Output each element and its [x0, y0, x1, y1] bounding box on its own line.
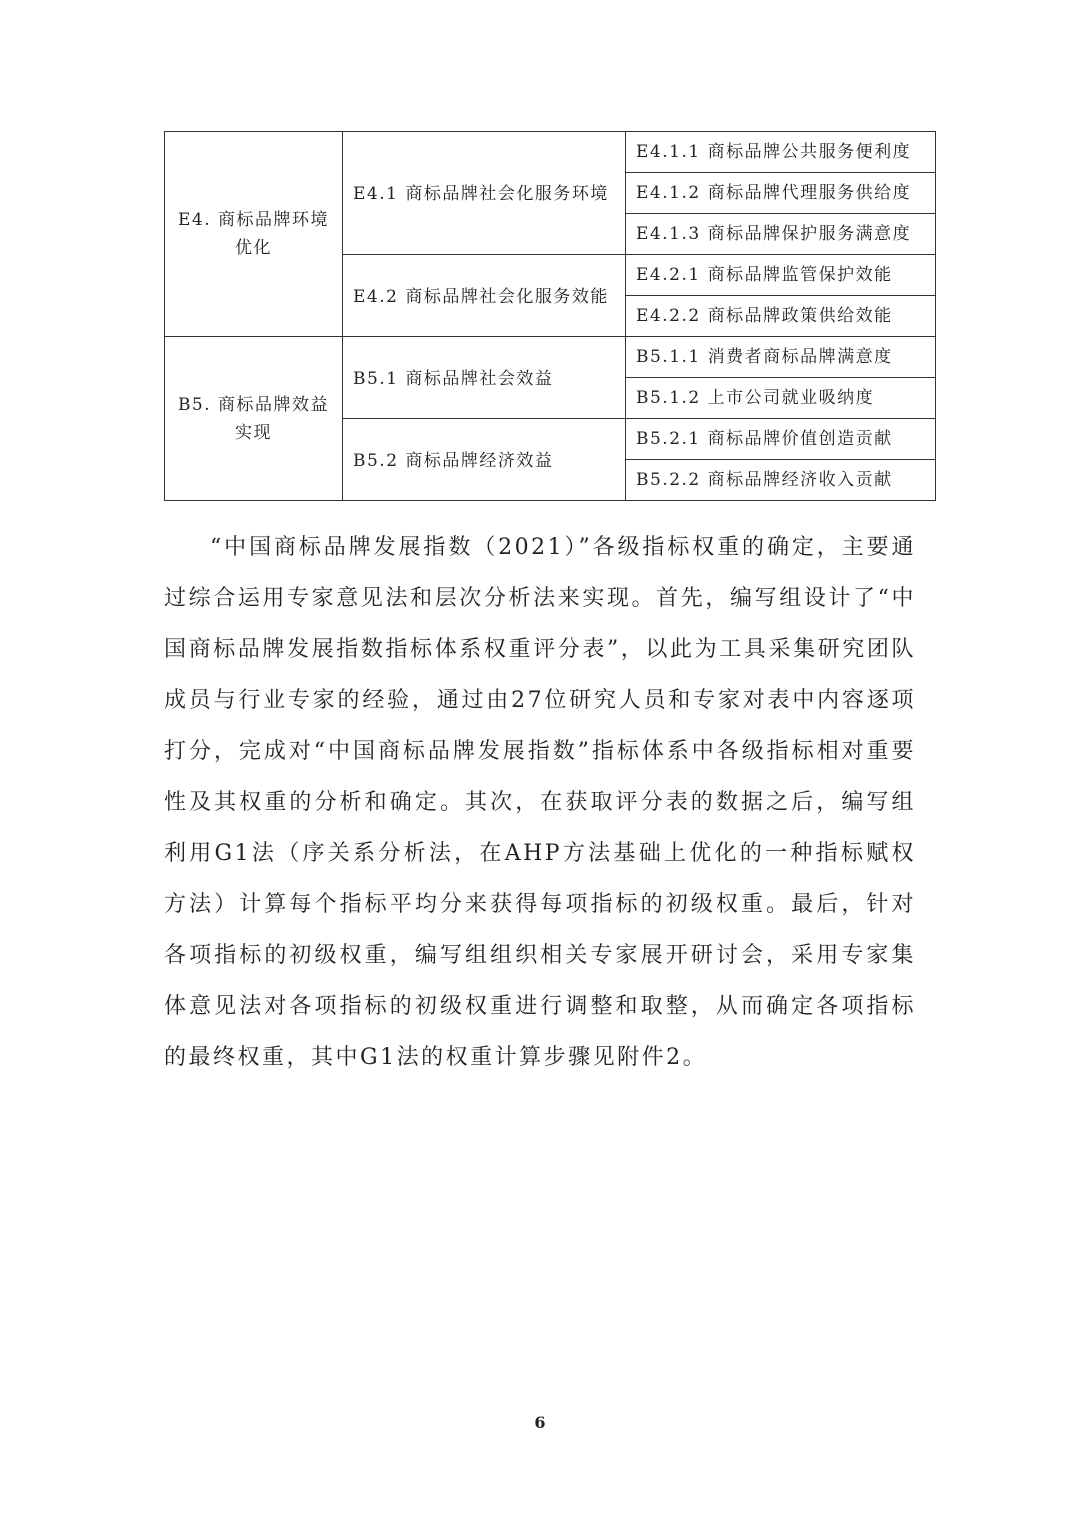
level3-indicator: E4.2.2 商标品牌政策供给效能 — [626, 296, 936, 337]
level2-indicator-b5-2: B5.2 商标品牌经济效益 — [343, 419, 626, 501]
level1-indicator-b5 — [165, 337, 343, 501]
level2-indicator-e4-2: E4.2 商标品牌社会化服务效能 — [343, 255, 626, 337]
body-paragraph: “中国商标品牌发展指数（2021）”各级指标权重的确定，主要通过综合运用专家意见法和层次分析法来实现。首先，编写组设计了“中国商标品牌发展指数指标体系权重评分表”，以此为工具采集研究团队成员与行业专家的经验，通过由27位研究人员和专家对表中内容逐项打分，完成对“中国商标品牌发展指数”指标体系中各级指标相对重要性及其权重的分析和确定。其次，在获取评分表的数据之后，编写组利用G1法（序关系分析法，在AHP方法基础上优化的一种指标赋权方法）计算每个指标平均分来获得每项指标的初级权重。最后，针对各项指标的初级权重，编写组组织相关专家展开研讨会，采用专家集体意见法对各项指标的初级权重进行调整和取整，从而确定各项指标的最终权重，其中G1法的权重计算步骤见附件2。 — [164, 535, 916, 1070]
level3-indicator: B5.1.1 消费者商标品牌满意度 — [626, 337, 936, 378]
indicator-table — [164, 131, 936, 501]
table-row — [165, 337, 936, 378]
level1-label-line1: E4. 商标品牌环境 — [177, 210, 330, 230]
level1-label-line2: 实现 — [235, 422, 272, 443]
level2-indicator-e4-1: E4.1 商标品牌社会化服务环境 — [343, 132, 626, 255]
level1-indicator-e4 — [165, 132, 343, 337]
level3-indicator: B5.2.1 商标品牌价值创造贡献 — [626, 419, 936, 460]
page-number: 6 — [534, 1413, 546, 1432]
level3-indicator: B5.2.2 商标品牌经济收入贡献 — [626, 460, 936, 501]
level2-indicator-b5-1: B5.1 商标品牌社会效益 — [343, 337, 626, 419]
level3-indicator: E4.1.2 商标品牌代理服务供给度 — [626, 173, 936, 214]
level3-indicator: E4.1.1 商标品牌公共服务便利度 — [626, 132, 936, 173]
table-row — [165, 132, 936, 173]
level3-indicator: B5.1.2 上市公司就业吸纳度 — [626, 378, 936, 419]
level3-indicator: E4.1.3 商标品牌保护服务满意度 — [626, 214, 936, 255]
level3-indicator: E4.2.1 商标品牌监管保护效能 — [626, 255, 936, 296]
level1-label-line2: 优化 — [235, 238, 272, 258]
level1-label-line1: B5. 商标品牌效益 — [177, 394, 330, 415]
